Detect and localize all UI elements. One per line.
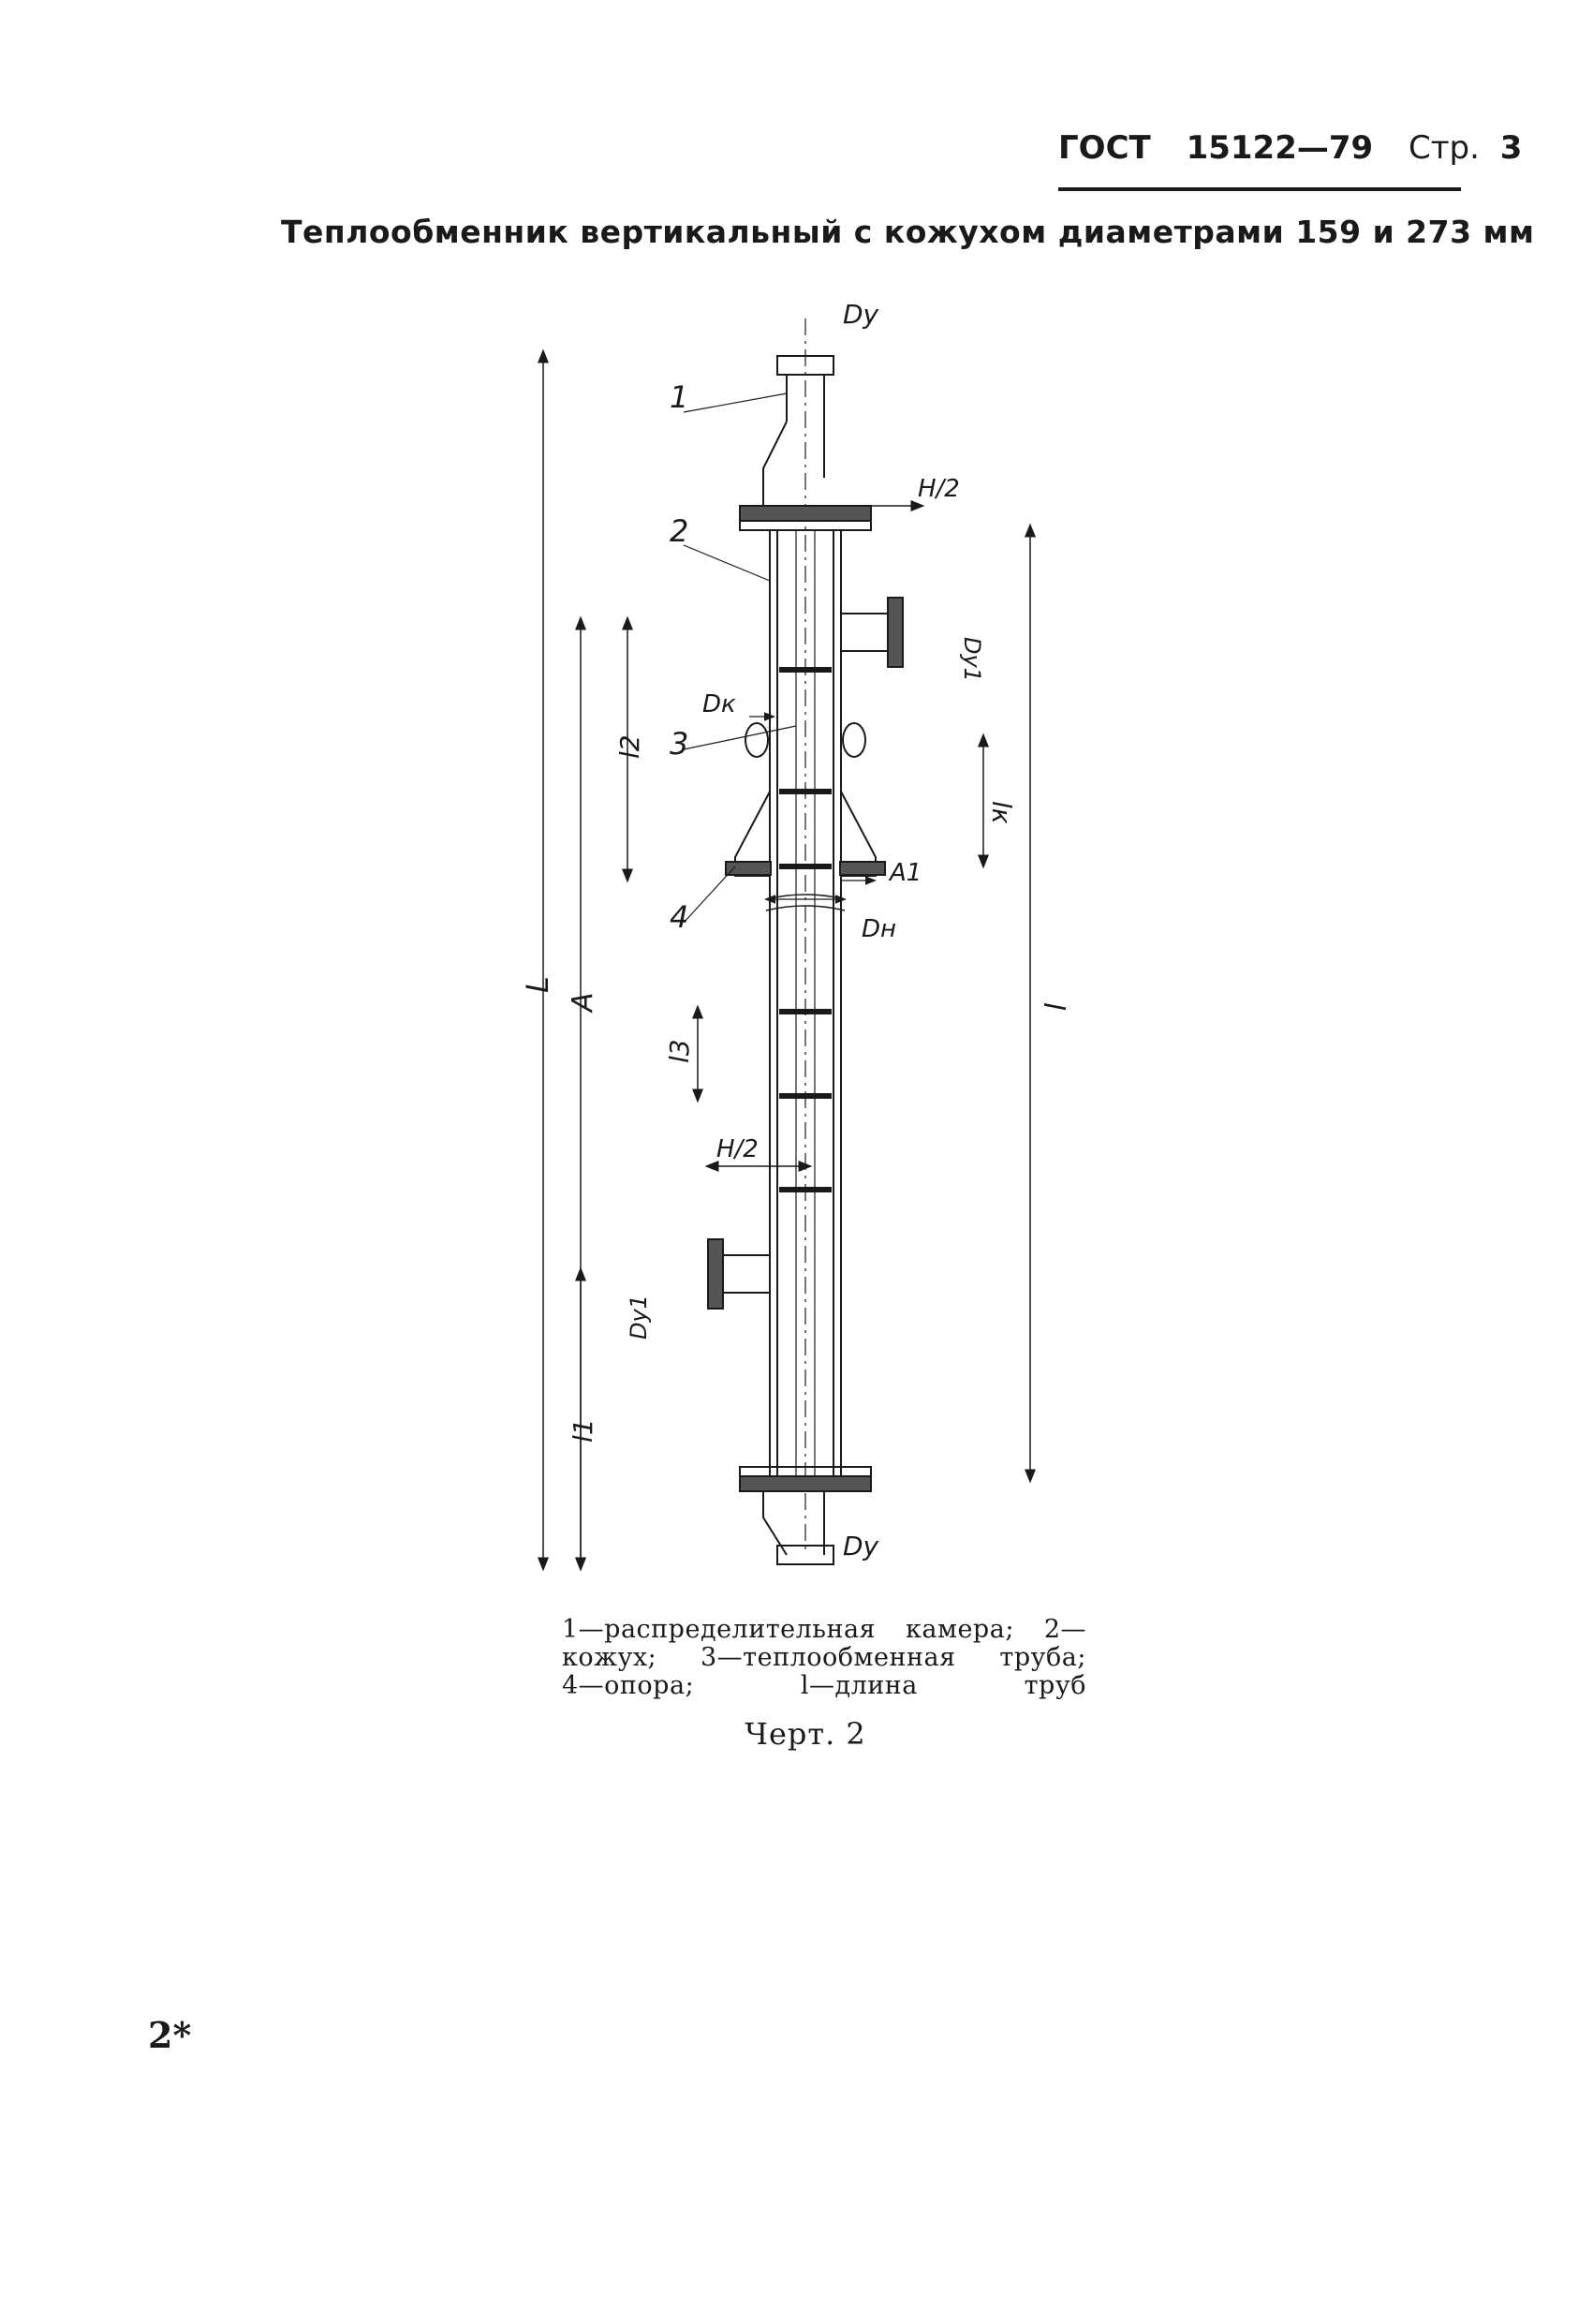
page-title: Теплообменник вертикальный с кожухом диаметрами 159 и 273 мм — [281, 214, 1535, 250]
label-dk: Dк — [702, 690, 736, 718]
label-dn: Dн — [862, 915, 897, 943]
standard-number: 15122—79 — [1186, 129, 1374, 167]
label-dy1-top: Dу1 — [959, 637, 985, 682]
dim-lk: lк — [986, 801, 1017, 824]
item-1: 1 — [670, 379, 689, 415]
legend-line-2: кожух; 3—теплообменная труба; — [562, 1643, 1086, 1672]
item-4: 4 — [670, 899, 689, 935]
heat-exchanger-drawing — [520, 299, 1069, 1574]
drawing-legend — [562, 1616, 1086, 1700]
label-dy-top: Dу — [843, 299, 879, 330]
page-number: 3 — [1499, 129, 1523, 167]
label-h2-bottom: H/2 — [716, 1135, 759, 1163]
label-dy1-bottom: Dу1 — [626, 1295, 652, 1340]
item-3: 3 — [670, 726, 689, 762]
dim-l: l — [1037, 1002, 1069, 1011]
page-header — [1058, 129, 1523, 191]
item-2: 2 — [670, 513, 689, 549]
label-dy-bottom: Dу — [843, 1531, 879, 1562]
dim-l2: l2 — [614, 734, 645, 759]
label-h2-top: H/2 — [918, 475, 960, 503]
page-mark: 2* — [148, 2014, 192, 2056]
label-a1: A1 — [890, 859, 922, 887]
standard-label: ГОСТ — [1058, 129, 1151, 167]
legend-line-1: 1—распределительная камера; 2— — [562, 1615, 1086, 1644]
legend-line-3: 4—опора; l—длина труб — [562, 1671, 1086, 1700]
drawing-svg — [520, 299, 1069, 1574]
page-label: Стр. — [1409, 129, 1480, 167]
dim-A: A — [567, 992, 599, 1012]
dim-l3: l3 — [664, 1039, 695, 1063]
dim-l1: l1 — [568, 1418, 598, 1443]
figure-caption: Черт. 2 — [745, 1716, 866, 1752]
dim-L: L — [520, 976, 555, 993]
